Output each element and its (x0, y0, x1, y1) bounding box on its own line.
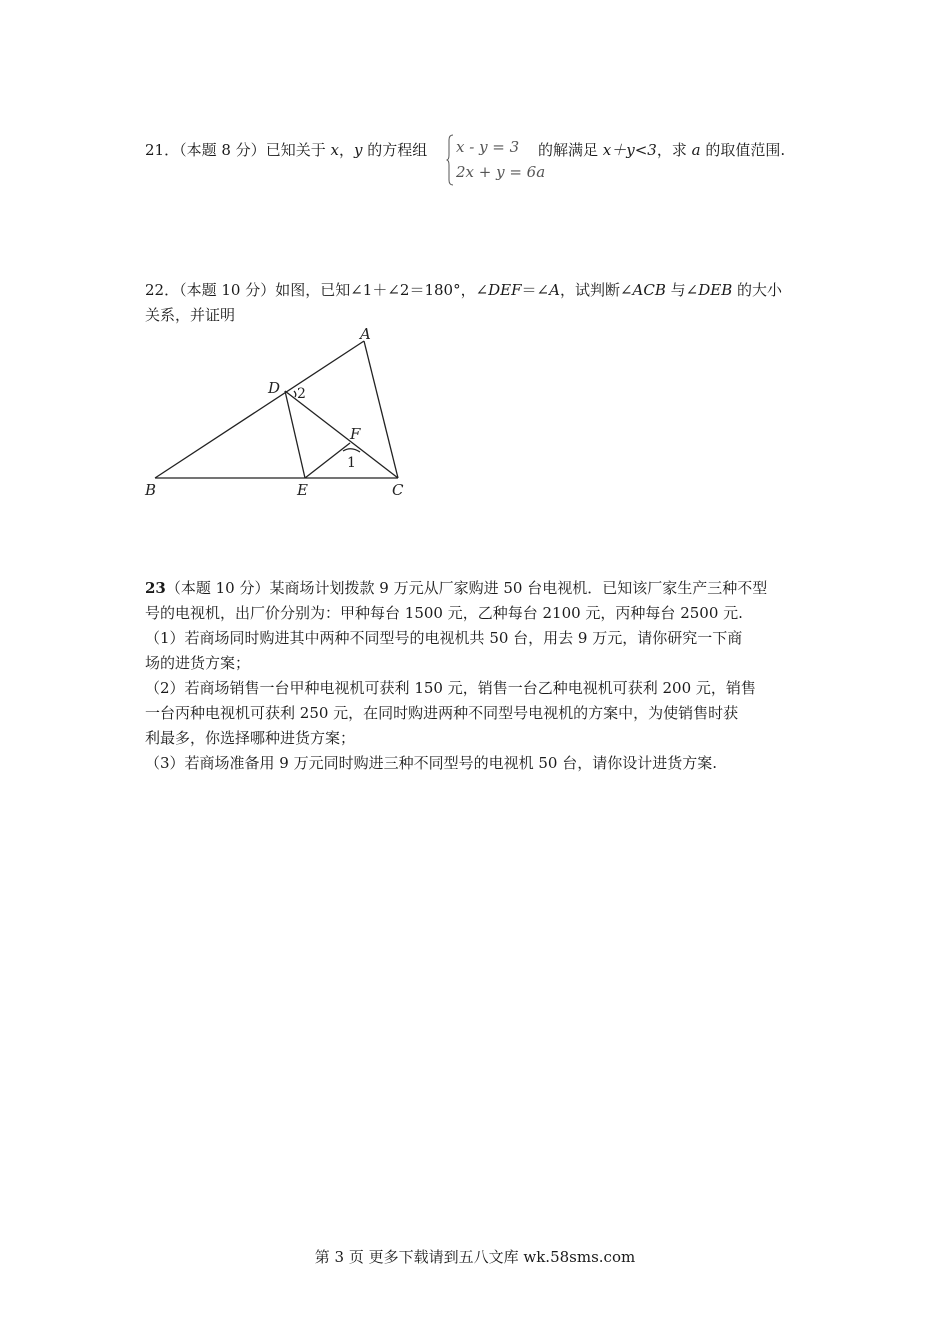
q22-score: （本题 10 分） (179, 281, 276, 299)
label-angle-2: 2 (297, 386, 306, 402)
q21-number: 21． (145, 141, 180, 159)
q21-comma: ， (338, 141, 354, 159)
q23-line-3: （1）若商场同时购进其中两种不同型号的电视机共 50 台，用去 9 万元，请你研究一下商 (145, 629, 743, 647)
q23-line-7: 利最多，你选择哪种进货方案； (145, 729, 356, 747)
q21-var-y: y (353, 141, 363, 159)
brace-icon (446, 134, 454, 186)
q23-line-6: 一台丙种电视机可获利 250 元，在同时购进两种不同型号电视机的方案中，为使销售时获 (145, 704, 739, 722)
q21-condition: x＋y<3 (602, 141, 657, 159)
q22-text-a: 如图，已知∠1＋∠2＝180°，∠ (275, 281, 489, 299)
q21-score: （本题 8 分） (179, 141, 266, 159)
segment-BA (155, 341, 364, 478)
label-angle-1: 1 (347, 455, 356, 471)
q21-line (145, 140, 427, 160)
q23-text-1: （本题 10 分）某商场计划拨款 9 万元从厂家购进 50 台电视机．已知该厂家生产三种不型 (165, 579, 768, 597)
q22-text-e: 的大小 (732, 281, 783, 299)
geometry-figure (138, 322, 418, 507)
q22-number: 22． (145, 281, 180, 299)
label-C: C (392, 481, 404, 499)
angle-1-arc (343, 449, 360, 452)
q22-line-1 (145, 280, 782, 300)
segment-EF (305, 443, 350, 478)
q23-number: 23 (145, 579, 166, 597)
angle-2-arc (294, 391, 296, 397)
q21-text-c: 的解满足 (538, 141, 603, 159)
q22-text-c: ，试判断∠ (559, 281, 633, 299)
q23-line-4: 场的进货方案； (145, 654, 251, 672)
q21-var-x: x (330, 141, 339, 159)
q21-text-b: 的方程组 (362, 141, 428, 159)
equation-1: x - y = 3 (456, 138, 520, 156)
q22-a: A (549, 281, 560, 299)
q21-line-rest (538, 140, 785, 160)
segment-AC (364, 341, 398, 478)
q22-deb: DEB (698, 281, 733, 299)
q21-text-d: ，求 (656, 141, 692, 159)
q23-line-5: （2）若商场销售一台甲种电视机可获利 150 元，销售一台乙种电视机可获利 200 元，销售 (145, 679, 756, 697)
label-E: E (297, 481, 308, 499)
q23-line-2: 号的电视机，出厂价分别为：甲种每台 1500 元，乙种每台 2100 元，丙种每台 2500 元. (145, 604, 743, 622)
equation-2: 2x + y = 6a (456, 163, 546, 181)
page-footer: 第 3 页 更多下载请到五八文库 wk.58sms.com (314, 1248, 636, 1266)
q23-line-8: （3）若商场准备用 9 万元同时购进三种不同型号的电视机 50 台，请你设计进货方案. (145, 754, 718, 772)
label-A: A (360, 325, 371, 343)
label-D: D (268, 379, 281, 397)
q22-def: DEF (488, 281, 522, 299)
q21-text-e: 的取值范围. (700, 141, 786, 159)
q21-text-a: 已知关于 (265, 141, 331, 159)
label-F: F (350, 425, 361, 443)
q22-text-d: 与∠ (665, 281, 699, 299)
q22-line-2: 关系，并证明 (145, 306, 236, 324)
q21-var-a: a (691, 141, 701, 159)
q23-line-1 (145, 578, 767, 598)
label-B: B (145, 481, 157, 499)
q22-text-b: ＝∠ (521, 281, 550, 299)
equation-system (446, 134, 546, 188)
q22-acb: ACB (632, 281, 666, 299)
